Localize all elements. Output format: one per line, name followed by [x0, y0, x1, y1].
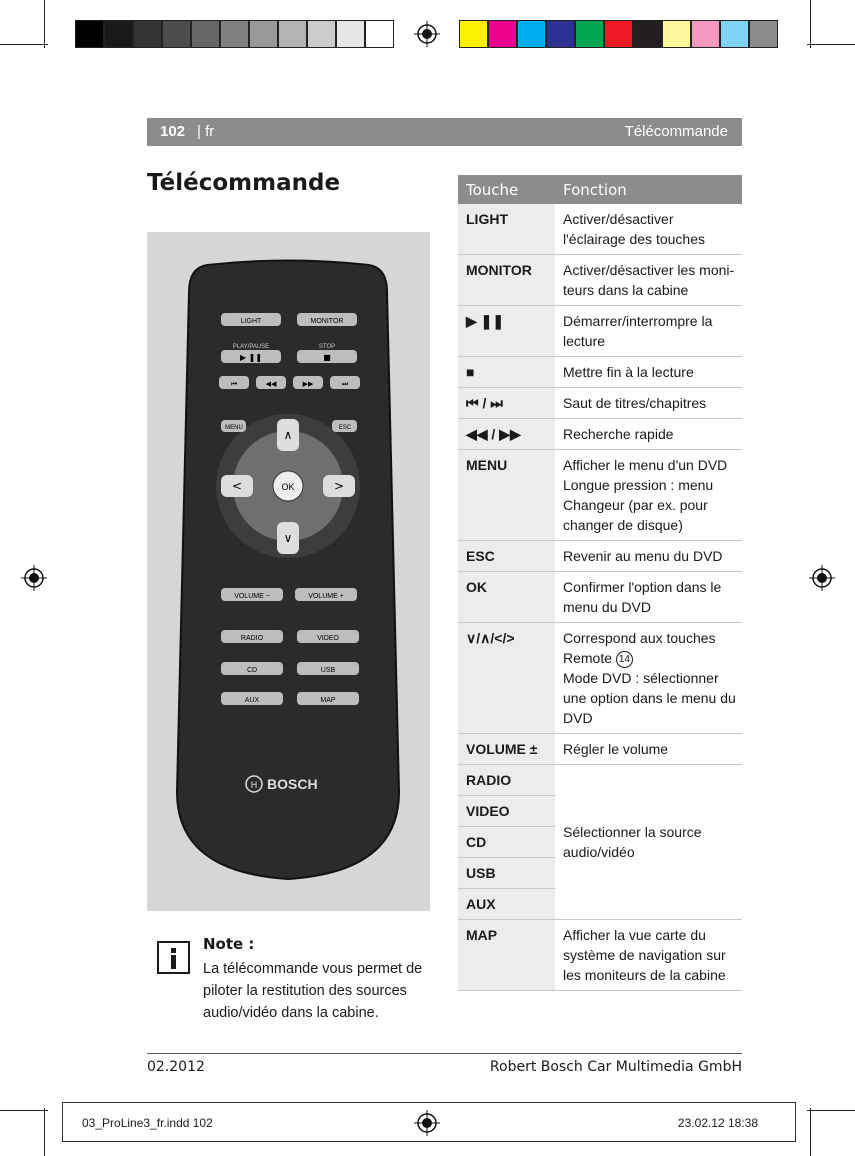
language-code: | fr — [197, 123, 215, 140]
section-title: Télécommande — [624, 123, 728, 140]
svg-text:>: > — [333, 479, 345, 493]
key-cell: MAP — [458, 920, 555, 991]
info-icon — [157, 941, 190, 974]
table-row — [458, 572, 742, 623]
key-cell: CD — [458, 827, 555, 858]
volume-plus-label: VOLUME + — [308, 593, 344, 600]
function-cell: Afficher le menu d'un DVD Longue pression : menu Changeur (par ex. pour changer de disque) — [555, 450, 742, 541]
table-row — [458, 306, 742, 357]
function-cell: Activer/désactiver les moni-teurs dans la cabine — [555, 255, 742, 306]
video-key-label: VIDEO — [317, 635, 339, 642]
table-row — [458, 734, 742, 765]
table-row — [458, 204, 742, 255]
table-row — [458, 450, 742, 541]
esc-key-label: ESC — [338, 425, 352, 431]
play-pause-label: PLAY/PAUSE — [232, 344, 270, 350]
crop-mark — [44, 1108, 45, 1156]
remote-keys-table — [458, 175, 742, 991]
aux-key-label: AUX — [244, 697, 260, 704]
footer-date: 02.2012 — [147, 1059, 205, 1075]
function-cell — [555, 623, 742, 734]
svg-text:■: ■ — [323, 353, 331, 362]
key-cell: VIDEO — [458, 796, 555, 827]
remote-illustration — [147, 232, 430, 911]
bosch-logo: BOSCH — [267, 776, 318, 792]
svg-text:<: < — [231, 479, 243, 493]
color-swatch — [133, 20, 162, 48]
radio-key-label: RADIO — [240, 635, 264, 642]
key-cell: VOLUME ± — [458, 734, 555, 765]
svg-text:∨: ∨ — [283, 531, 293, 545]
color-swatch — [162, 20, 191, 48]
key-cell: ⏮ / ⏭ — [458, 388, 555, 419]
function-cell: Afficher la vue carte du système de navigation sur les moniteurs de la cabine — [555, 920, 742, 991]
function-cell: Saut de titres/chapitres — [555, 388, 742, 419]
function-text: Mode DVD : sélectionner une option dans le menu du DVD — [563, 670, 736, 726]
svg-text:⏭: ⏭ — [341, 380, 349, 388]
page-title: Télécommande — [147, 170, 341, 196]
function-cell: Activer/désactiver l'éclairage des touches — [555, 204, 742, 255]
color-swatch — [488, 20, 517, 48]
registration-mark-icon — [414, 21, 440, 47]
color-swatch — [104, 20, 133, 48]
page-number: 102 — [160, 123, 186, 140]
crop-mark — [44, 0, 45, 48]
key-cell: ◀◀ / ▶▶ — [458, 419, 555, 450]
color-swatch — [249, 20, 278, 48]
running-header — [147, 118, 742, 146]
slug-datetime: 23.02.12 18:38 — [677, 1116, 758, 1130]
function-text: Correspond aux touches Remote — [563, 630, 716, 666]
key-cell: ■ — [458, 357, 555, 388]
table-row — [458, 765, 742, 796]
function-cell: Régler le volume — [555, 734, 742, 765]
crop-mark — [810, 0, 811, 48]
reference-number: 14 — [616, 651, 633, 668]
svg-text:◀◀: ◀◀ — [265, 380, 277, 388]
function-cell: Revenir au menu du DVD — [555, 541, 742, 572]
table-row — [458, 920, 742, 991]
remote-control-image — [147, 232, 430, 911]
color-swatch — [75, 20, 104, 48]
key-cell: MENU — [458, 450, 555, 541]
color-swatch — [307, 20, 336, 48]
table-row — [458, 357, 742, 388]
color-swatch — [720, 20, 749, 48]
map-key-label: MAP — [320, 697, 336, 704]
svg-text:⏮: ⏮ — [230, 380, 238, 388]
function-cell: Démarrer/interrompre la lecture — [555, 306, 742, 357]
ok-key-label: OK — [281, 482, 295, 492]
color-swatch — [336, 20, 365, 48]
key-cell: AUX — [458, 889, 555, 920]
table-row — [458, 255, 742, 306]
function-cell: Sélectionner la source audio/vidéo — [555, 765, 742, 920]
color-swatch — [459, 20, 488, 48]
crop-mark — [807, 44, 855, 45]
monitor-key-label: MONITOR — [310, 318, 344, 325]
key-cell: ∨/∧/</> — [458, 623, 555, 734]
color-swatch — [191, 20, 220, 48]
column-header-function: Fonction — [555, 175, 742, 204]
note-title: Note : — [203, 935, 255, 953]
function-cell: Mettre fin à la lecture — [555, 357, 742, 388]
key-cell: MONITOR — [458, 255, 555, 306]
svg-text:▶▶: ▶▶ — [302, 380, 314, 388]
color-swatch — [575, 20, 604, 48]
color-swatch — [749, 20, 778, 48]
function-cell: Recherche rapide — [555, 419, 742, 450]
light-key-label: LIGHT — [240, 318, 262, 325]
color-swatch — [662, 20, 691, 48]
table-row — [458, 388, 742, 419]
key-cell: ▶ ❚❚ — [458, 306, 555, 357]
cd-key-label: CD — [246, 667, 258, 674]
color-swatch — [546, 20, 575, 48]
color-swatch — [365, 20, 394, 48]
svg-text:▶ ❚❚: ▶ ❚❚ — [239, 353, 263, 362]
color-swatch — [691, 20, 720, 48]
menu-key-label: MENU — [225, 425, 243, 431]
svg-text:H: H — [250, 781, 258, 791]
key-cell: USB — [458, 858, 555, 889]
crop-mark — [807, 1110, 855, 1111]
column-header-key: Touche — [458, 175, 555, 204]
stop-label: STOP — [318, 344, 336, 350]
volume-minus-label: VOLUME − — [234, 593, 270, 600]
footer-divider — [147, 1053, 742, 1054]
registration-mark-icon — [21, 565, 47, 591]
color-swatch — [604, 20, 633, 48]
crop-mark — [0, 44, 48, 45]
svg-text:∧: ∧ — [283, 428, 293, 442]
key-cell: OK — [458, 572, 555, 623]
slug-filename: 03_ProLine3_fr.indd 102 — [82, 1116, 213, 1130]
key-cell: RADIO — [458, 765, 555, 796]
crop-mark — [0, 1110, 48, 1111]
table-row — [458, 419, 742, 450]
table-row — [458, 541, 742, 572]
function-cell: Confirmer l'option dans le menu du DVD — [555, 572, 742, 623]
table-row — [458, 623, 742, 734]
usb-key-label: USB — [320, 667, 336, 674]
crop-mark — [810, 1108, 811, 1156]
registration-mark-icon — [809, 565, 835, 591]
footer-company: Robert Bosch Car Multimedia GmbH — [489, 1059, 742, 1075]
color-swatch — [517, 20, 546, 48]
color-swatch — [278, 20, 307, 48]
key-cell: LIGHT — [458, 204, 555, 255]
color-swatch — [633, 20, 662, 48]
note-body: La télécommande vous permet de piloter la restitution des sources audio/vidéo dans la cabine. — [203, 961, 423, 1021]
key-cell: ESC — [458, 541, 555, 572]
color-swatch — [220, 20, 249, 48]
